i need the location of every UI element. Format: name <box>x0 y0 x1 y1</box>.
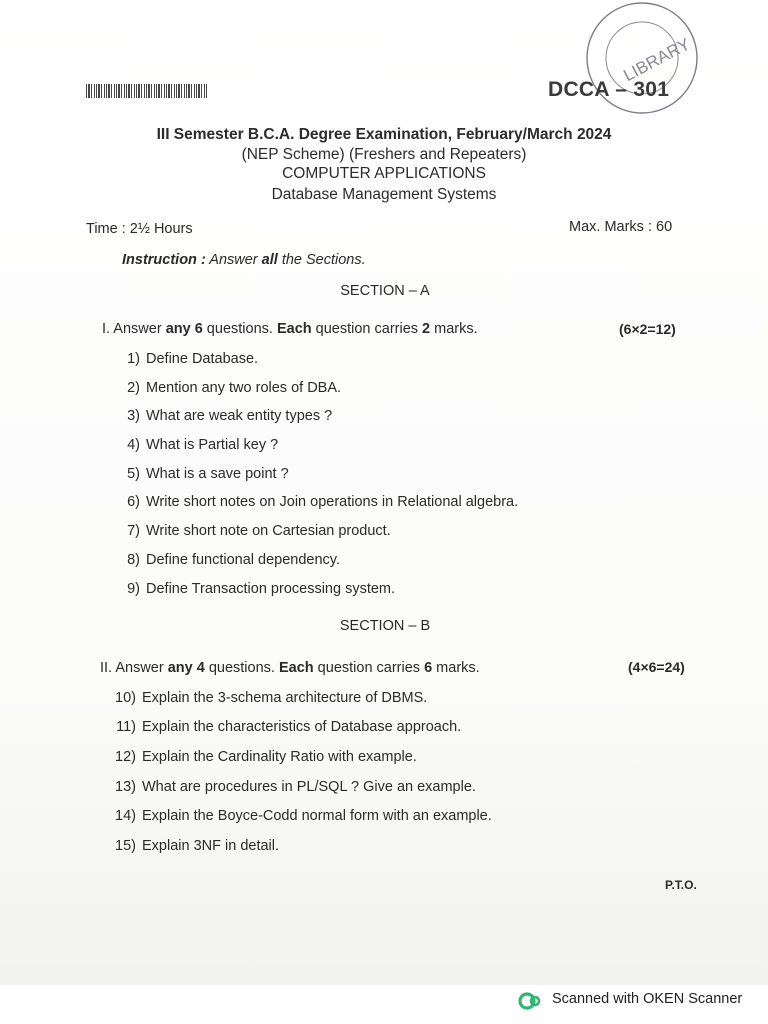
question-text: What are procedures in PL/SQL ? Give an example. <box>142 779 476 795</box>
question-item <box>110 808 492 824</box>
instruction-post: the Sections. <box>277 252 366 268</box>
head-bold: 6 <box>424 660 433 676</box>
question-text: Write short notes on Join operations in Relational algebra. <box>146 494 519 510</box>
instruction-label: Instruction : <box>122 252 206 268</box>
head-text: questions. <box>204 660 279 676</box>
head-text: questions. <box>202 321 277 337</box>
section-a-instruction <box>102 321 478 337</box>
section-b-marks: (4×6=24) <box>628 659 685 675</box>
question-number: 8) <box>127 552 140 568</box>
question-item <box>110 838 279 854</box>
question-text: Explain 3NF in detail. <box>142 838 280 854</box>
exam-paper-name: Database Management Systems <box>271 186 497 203</box>
question-item <box>110 690 427 706</box>
question-item <box>116 380 341 396</box>
question-item <box>116 581 395 597</box>
section-a-title: SECTION – A <box>340 283 430 299</box>
question-number: 4) <box>127 437 140 453</box>
scanner-logo-icon <box>518 991 542 1011</box>
question-number: 3) <box>127 408 140 424</box>
question-text: What is Partial key ? <box>146 437 279 453</box>
instruction-emph: all <box>261 252 278 268</box>
question-item <box>116 552 340 568</box>
question-number: 10) <box>115 690 136 706</box>
library-stamp <box>572 0 704 120</box>
section-a-roman: I. <box>102 321 111 337</box>
head-bold: Each <box>276 321 312 337</box>
scanner-watermark: Scanned with OKEN Scanner <box>552 991 743 1007</box>
max-marks: Max. Marks : 60 <box>569 219 673 235</box>
question-item <box>116 466 289 482</box>
question-text: Explain the Boyce-Codd normal form with an example. <box>142 808 492 824</box>
instruction <box>122 252 366 268</box>
question-number: 11) <box>116 719 136 735</box>
question-number: 12) <box>115 749 136 765</box>
question-text: Define functional dependency. <box>146 552 341 568</box>
question-item <box>116 494 518 510</box>
question-number: 5) <box>127 466 140 482</box>
question-number: 15) <box>115 838 136 854</box>
head-text: question carries <box>311 321 423 337</box>
question-text: Explain the 3-schema architecture of DBMS. <box>142 690 428 706</box>
exam-subject: COMPUTER APPLICATIONS <box>282 165 486 182</box>
question-item <box>116 351 258 367</box>
question-text: Explain the characteristics of Database approach. <box>142 719 462 735</box>
question-number: 2) <box>127 380 140 396</box>
question-text: Define Transaction processing system. <box>146 581 396 597</box>
question-text: Mention any two roles of DBA. <box>146 380 342 396</box>
section-b-title: SECTION – B <box>339 618 431 634</box>
instruction-pre: Answer <box>209 252 262 268</box>
head-text: Answer <box>113 321 166 337</box>
question-text: What is a save point ? <box>146 466 289 482</box>
question-item <box>110 749 417 765</box>
exam-scheme: (NEP Scheme) (Freshers and Repeaters) <box>241 146 527 163</box>
head-bold: 2 <box>422 321 431 337</box>
stamp-text: LIBRARY <box>620 34 694 86</box>
section-b-instruction <box>100 660 480 676</box>
question-number: 7) <box>127 523 140 539</box>
question-number: 9) <box>127 581 140 597</box>
question-item <box>116 408 332 424</box>
exam-title: III Semester B.C.A. Degree Examination, February/March 2024 <box>156 126 612 143</box>
head-text: question carries <box>313 660 425 676</box>
head-bold: Each <box>278 660 314 676</box>
question-number: 6) <box>127 494 140 510</box>
question-item <box>116 437 278 453</box>
section-a-marks: (6×2=12) <box>619 321 676 337</box>
question-item <box>110 779 476 795</box>
question-number: 13) <box>115 779 136 795</box>
head-text: marks. <box>432 660 480 676</box>
question-number: 14) <box>115 808 136 824</box>
question-text: What are weak entity types ? <box>146 408 333 424</box>
question-text: Define Database. <box>146 351 259 367</box>
pto-label: P.T.O. <box>665 878 697 892</box>
question-item <box>110 719 461 735</box>
exam-time: Time : 2½ Hours <box>86 221 193 237</box>
question-number: 1) <box>127 351 140 367</box>
paper-code: DCCA – 301 <box>548 78 670 101</box>
question-item <box>116 523 391 539</box>
head-bold: any 4 <box>167 660 205 676</box>
question-text: Explain the Cardinality Ratio with example. <box>142 749 417 765</box>
head-text: marks. <box>430 321 478 337</box>
question-text: Write short note on Cartesian product. <box>146 523 391 539</box>
head-text: Answer <box>115 660 168 676</box>
barcode <box>86 84 208 98</box>
section-b-roman: II. <box>100 660 113 676</box>
head-bold: any 6 <box>165 321 203 337</box>
